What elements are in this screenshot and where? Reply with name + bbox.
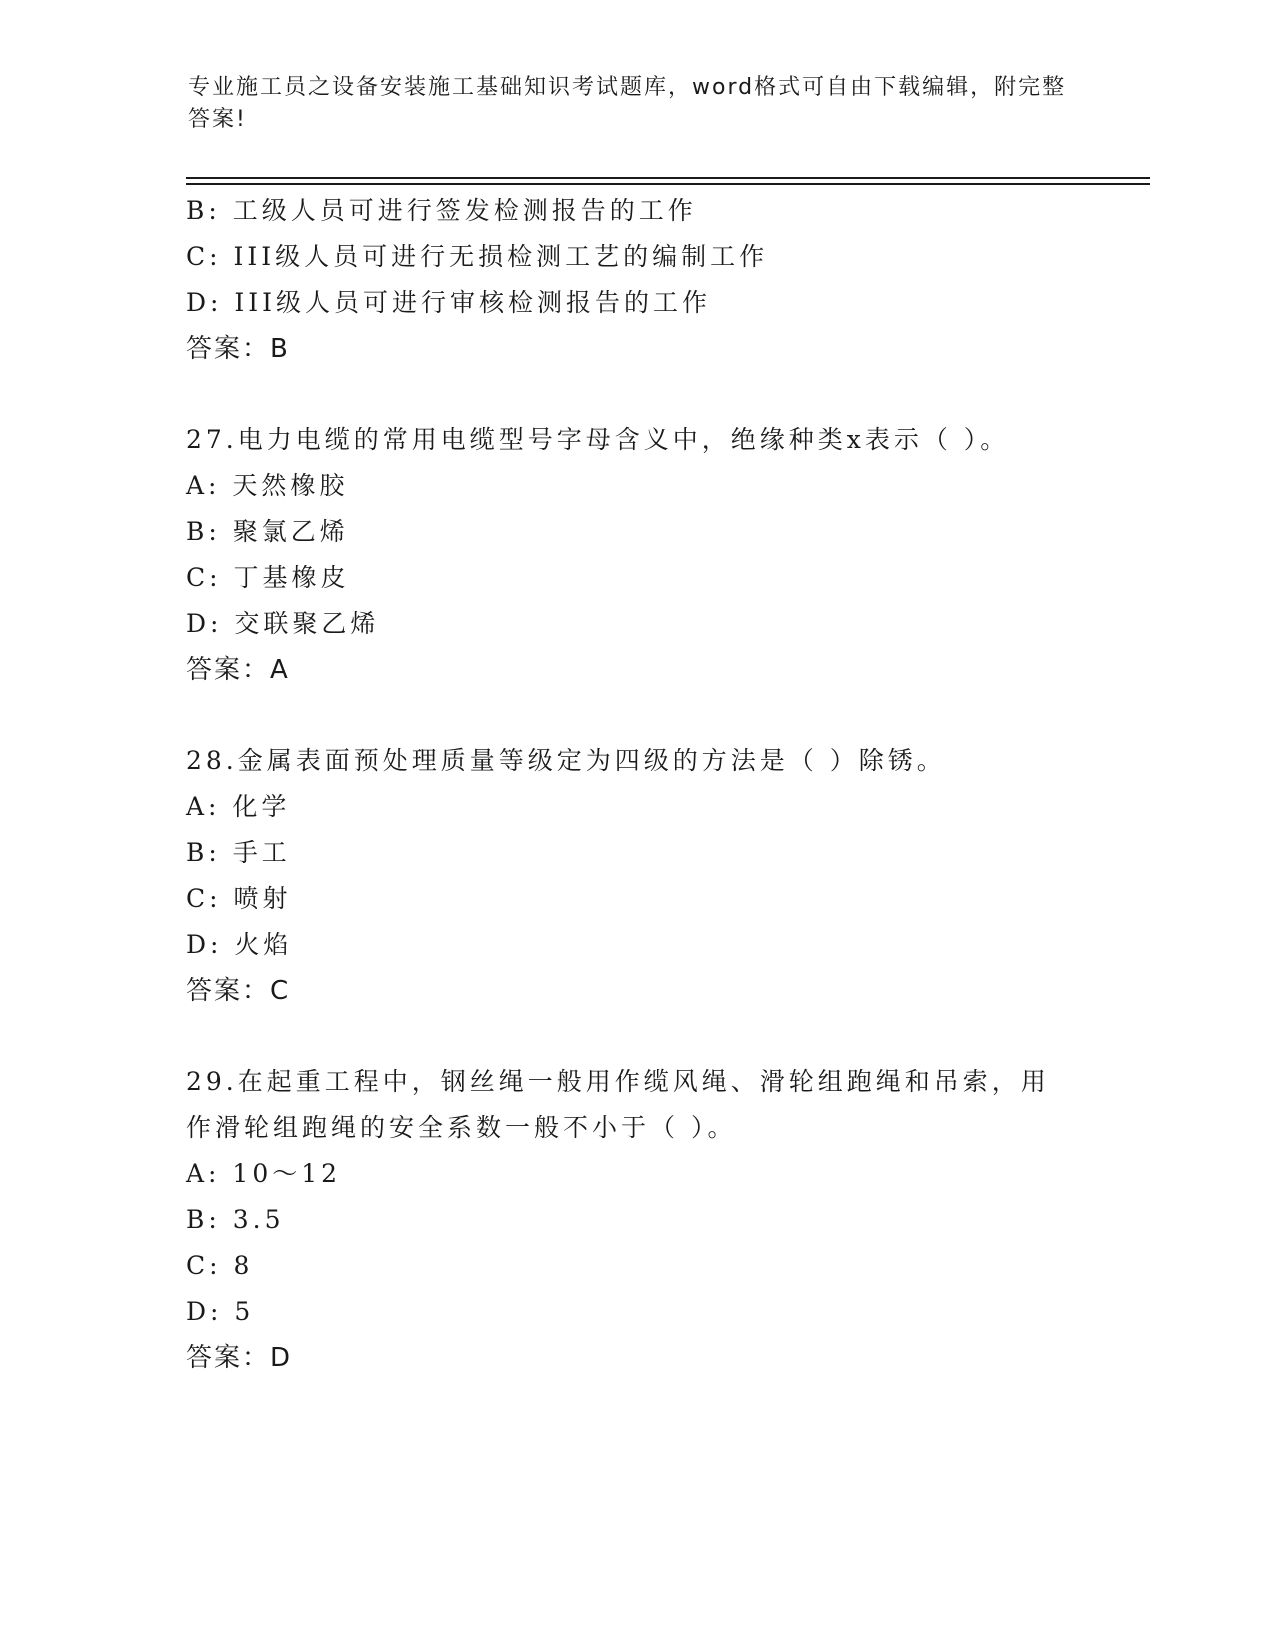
option-c: C: 8 [186,1251,254,1280]
question-spacer [186,693,1086,738]
option-c: C: 丁基橡皮 [186,563,350,592]
option-b: B: 3.5 [186,1205,285,1234]
question-list [186,188,1086,1381]
answer-label: 答案：B [186,334,290,364]
option-a: A: 化学 [186,792,291,821]
answer-label: 答案：C [186,976,291,1006]
header-divider-bottom [186,183,1150,185]
option-b: B: 聚氯乙烯 [186,517,349,546]
question-spacer [186,372,1086,417]
question-stem: 28.金属表面预处理质量等级定为四级的方法是（ ）除锈。 [186,746,946,775]
option-a: A: 10～12 [186,1159,342,1188]
option-d: D: III级人员可进行审核检测报告的工作 [186,288,712,317]
answer-label: 答案：D [186,1343,293,1373]
option-b: B: 工级人员可进行签发检测报告的工作 [186,196,697,225]
option-a: A: 天然橡胶 [186,471,349,500]
question-28 [186,738,1086,1014]
question-stem: 27.电力电缆的常用电缆型号字母含义中，绝缘种类x表示（ ）。 [186,425,1010,454]
question-spacer [186,1014,1086,1059]
question-27 [186,417,1086,693]
header-divider-top [186,177,1150,179]
option-b: B: 手工 [186,838,291,867]
option-c: C: III级人员可进行无损检测工艺的编制工作 [186,242,769,271]
document-header: 专业施工员之设备安装施工基础知识考试题库，word格式可自由下载编辑，附完整答案! [188,75,1067,132]
option-d: D: 火焰 [186,930,293,959]
answer-label: 答案：A [186,655,290,685]
question-26-tail [186,188,1086,372]
option-c: C: 喷射 [186,884,292,913]
question-stem: 29.在起重工程中，钢丝绳一般用作缆风绳、滑轮组跑绳和吊索，用作滑轮组跑绳的安全系数一般不小于（ ）。 [186,1067,1050,1142]
option-d: D: 交联聚乙烯 [186,609,380,638]
question-29 [186,1059,1086,1381]
option-d: D: 5 [186,1297,255,1326]
